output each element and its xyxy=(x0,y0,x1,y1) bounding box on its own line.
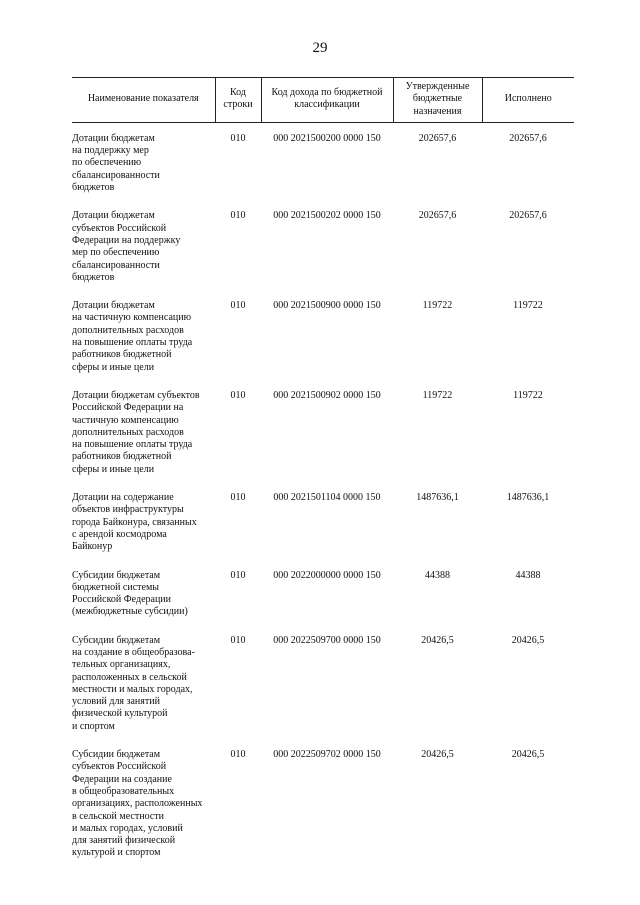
header-indicator-name: Наименование показателя xyxy=(72,78,215,123)
row-spacer xyxy=(72,374,574,390)
cell-line-code-text: 010 xyxy=(230,210,246,222)
cell-executed xyxy=(482,390,574,476)
cell-income-code xyxy=(261,390,393,476)
cell-executed-text: 44388 xyxy=(515,569,541,581)
cell-income-code xyxy=(261,570,393,619)
row-spacer-cell xyxy=(72,374,574,390)
cell-executed xyxy=(482,133,574,194)
row-spacer-cell xyxy=(72,284,574,300)
cell-indicator-name-text: Дотации бюджетам на поддержку мер по обеспечению сбалансированности бюджетов xyxy=(72,132,160,194)
cell-income-code xyxy=(261,210,393,284)
cell-indicator-name-text: Дотации бюджетам субъектов Российской Федерации на поддержку мер по обеспечению сбалансированности бюджетов xyxy=(72,210,181,283)
cell-executed-text: 119722 xyxy=(513,300,543,312)
cell-indicator-name xyxy=(72,635,215,733)
cell-income-code-text: 000 2021500202 0000 150 xyxy=(273,210,381,222)
row-spacer xyxy=(72,122,574,133)
table-row xyxy=(72,749,574,860)
cell-approved-text: 20426,5 xyxy=(421,749,454,761)
cell-line-code-text: 010 xyxy=(230,300,246,312)
cell-executed xyxy=(482,570,574,619)
row-spacer-cell xyxy=(72,554,574,570)
cell-approved-text: 202657,6 xyxy=(418,210,457,222)
cell-indicator-name xyxy=(72,133,215,194)
cell-approved xyxy=(393,390,482,476)
row-spacer xyxy=(72,619,574,635)
cell-line-code-text: 010 xyxy=(230,492,246,504)
cell-approved xyxy=(393,210,482,284)
table-row xyxy=(72,210,574,284)
cell-line-code-text: 010 xyxy=(230,634,246,646)
page-number: 29 xyxy=(312,40,328,56)
cell-indicator-name-text: Субсидии бюджетам субъектов Российской Федерации на создание в общеобразовательных организациях, расположенных в сельской местности и малых городах, условий для занятий физической культурой и спортом xyxy=(72,749,203,859)
cell-indicator-name-text: Дотации на содержание объектов инфраструктуры города Байконура, связанных с арендой космодрома Байконур xyxy=(72,492,197,553)
cell-executed-text: 1487636,1 xyxy=(506,492,550,504)
cell-income-code-text: 000 2022509702 0000 150 xyxy=(273,749,381,761)
cell-income-code-text: 000 2022000000 0000 150 xyxy=(273,569,381,581)
cell-executed xyxy=(482,300,574,374)
cell-indicator-name xyxy=(72,390,215,476)
cell-approved-text: 1487636,1 xyxy=(416,492,459,504)
table-row xyxy=(72,133,574,194)
row-spacer xyxy=(72,476,574,492)
cell-line-code xyxy=(215,570,261,619)
table-header xyxy=(72,78,574,123)
cell-executed xyxy=(482,635,574,733)
row-spacer-cell xyxy=(72,122,574,133)
cell-income-code xyxy=(261,635,393,733)
cell-indicator-name xyxy=(72,300,215,374)
cell-executed-text: 202657,6 xyxy=(509,210,547,222)
cell-indicator-name xyxy=(72,492,215,553)
cell-approved-text: 119722 xyxy=(422,389,453,401)
cell-income-code xyxy=(261,300,393,374)
table-row xyxy=(72,492,574,553)
cell-income-code xyxy=(261,749,393,860)
cell-executed xyxy=(482,210,574,284)
row-spacer xyxy=(72,554,574,570)
cell-executed-text: 20426,5 xyxy=(511,749,545,761)
table-body xyxy=(72,122,574,859)
table-row xyxy=(72,635,574,733)
cell-approved xyxy=(393,492,482,553)
header-line-code: Код строки xyxy=(215,78,261,123)
cell-executed-text: 20426,5 xyxy=(511,634,545,646)
cell-approved-text: 44388 xyxy=(425,569,450,581)
row-spacer-cell xyxy=(72,619,574,635)
cell-approved xyxy=(393,133,482,194)
cell-executed xyxy=(482,492,574,553)
cell-indicator-name-text: Субсидии бюджетам на создание в общеобразова- тельных организациях, расположенных в сельской местности и малых городах, условий для занятий физической культурой и спортом xyxy=(72,634,195,732)
header-approved: Утвержденные бюджетные назначения xyxy=(393,78,482,123)
cell-approved-text: 119722 xyxy=(422,300,453,312)
cell-approved xyxy=(393,749,482,860)
cell-line-code xyxy=(215,390,261,476)
row-spacer-cell xyxy=(72,194,574,210)
cell-indicator-name xyxy=(72,210,215,284)
row-spacer-cell xyxy=(72,733,574,749)
cell-indicator-name xyxy=(72,749,215,860)
cell-income-code-text: 000 2021500902 0000 150 xyxy=(273,389,381,401)
cell-approved xyxy=(393,635,482,733)
cell-income-code-text: 000 2022509700 0000 150 xyxy=(273,634,381,646)
table-row xyxy=(72,390,574,476)
cell-indicator-name-text: Дотации бюджетам на частичную компенсацию дополнительных расходов на повышение оплаты труда работников бюджетной сферы и иные цели xyxy=(72,300,193,373)
cell-line-code-text: 010 xyxy=(230,569,246,581)
cell-approved-text: 202657,6 xyxy=(418,132,457,144)
cell-executed-text: 202657,6 xyxy=(509,132,547,144)
cell-income-code-text: 000 2021500200 0000 150 xyxy=(273,132,381,144)
row-spacer xyxy=(72,733,574,749)
cell-indicator-name-text: Дотации бюджетам субъектов Российской Федерации на частичную компенсацию дополнительных расходов на повышение оплаты труда работников бюджетной сферы и иные цели xyxy=(72,389,200,475)
cell-approved-text: 20426,5 xyxy=(421,634,454,646)
row-spacer xyxy=(72,284,574,300)
cell-line-code-text: 010 xyxy=(230,749,246,761)
cell-line-code xyxy=(215,749,261,860)
cell-line-code-text: 010 xyxy=(230,132,246,144)
cell-line-code-text: 010 xyxy=(230,389,246,401)
cell-income-code-text: 000 2021500900 0000 150 xyxy=(273,300,381,312)
cell-executed xyxy=(482,749,574,860)
cell-income-code xyxy=(261,133,393,194)
header-row xyxy=(72,78,574,123)
header-income-code: Код дохода по бюджетной классификации xyxy=(261,78,393,123)
cell-line-code xyxy=(215,300,261,374)
cell-indicator-name-text: Субсидии бюджетам бюджетной системы Российской Федерации (межбюджетные субсидии) xyxy=(72,569,188,618)
row-spacer xyxy=(72,194,574,210)
table-row xyxy=(72,570,574,619)
cell-indicator-name xyxy=(72,570,215,619)
budget-table xyxy=(72,77,574,860)
cell-line-code xyxy=(215,492,261,553)
row-spacer-cell xyxy=(72,476,574,492)
cell-income-code-text: 000 2021501104 0000 150 xyxy=(273,492,381,504)
header-executed: Исполнено xyxy=(482,78,574,123)
cell-line-code xyxy=(215,210,261,284)
cell-line-code xyxy=(215,635,261,733)
cell-executed-text: 119722 xyxy=(513,389,543,401)
cell-income-code xyxy=(261,492,393,553)
cell-line-code xyxy=(215,133,261,194)
cell-approved xyxy=(393,570,482,619)
table-row xyxy=(72,300,574,374)
cell-approved xyxy=(393,300,482,374)
